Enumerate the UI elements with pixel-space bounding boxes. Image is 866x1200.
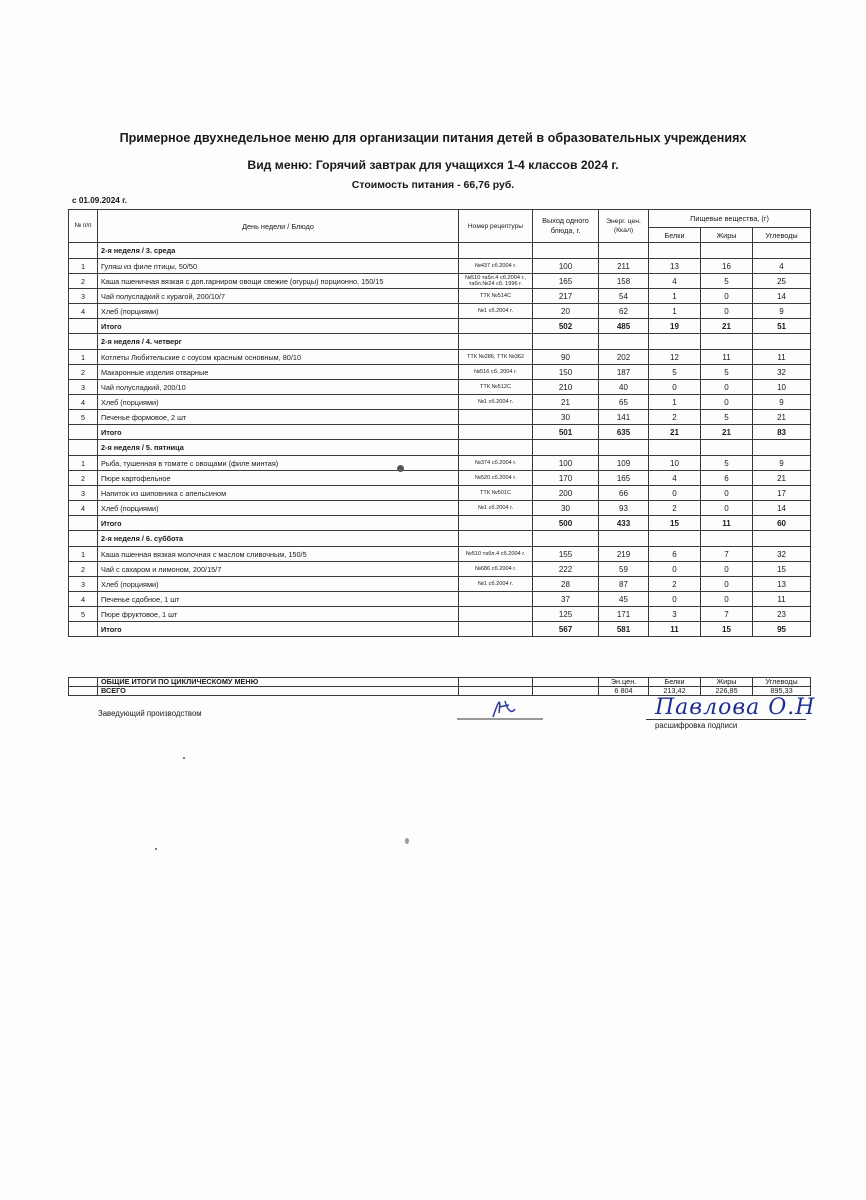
total-num-cell [69,425,98,440]
manager-signature [455,695,545,725]
total-c: 60 [753,516,811,531]
row-number: 1 [69,456,98,471]
header-fat: Жиры [701,228,753,243]
recipe-number: №1 сб.2004 г. [459,395,533,410]
day-empty-cell [649,243,701,259]
yield-value: 210 [533,380,599,395]
table-row [69,304,811,319]
dish-name: Пюре фруктовое, 1 шт [98,607,459,622]
day-empty-cell [533,334,599,350]
fat-value: 0 [701,380,753,395]
protein-value: 2 [649,577,701,592]
row-number: 1 [69,350,98,365]
carbs-value: 32 [753,365,811,380]
total-recipe-cell [459,425,533,440]
table-row [69,410,811,425]
summary-fat-value: 226,85 [701,687,753,696]
row-number: 5 [69,410,98,425]
yield-value: 30 [533,410,599,425]
protein-value: 13 [649,259,701,274]
day-num-cell [69,440,98,456]
day-title: 2-я неделя / 4. четверг [98,334,459,350]
energy-value: 165 [599,471,649,486]
table-row [69,607,811,622]
manager-position: Заведующий производством [98,709,202,718]
recipe-number [459,410,533,425]
row-number: 3 [69,289,98,304]
protein-value: 2 [649,501,701,516]
day-empty-cell [701,243,753,259]
row-number: 1 [69,547,98,562]
carbs-value: 15 [753,562,811,577]
fat-value: 16 [701,259,753,274]
total-row [69,319,811,334]
scan-speck [155,848,157,850]
carbs-value: 11 [753,350,811,365]
fat-value: 0 [701,304,753,319]
day-empty-cell [459,334,533,350]
protein-value: 1 [649,395,701,410]
energy-value: 62 [599,304,649,319]
summary-total-label: ВСЕГО [98,687,459,696]
energy-value: 171 [599,607,649,622]
protein-value: 2 [649,410,701,425]
dish-name: Печенье сдобное, 1 шт [98,592,459,607]
total-f: 21 [701,319,753,334]
yield-value: 30 [533,501,599,516]
total-energy: 433 [599,516,649,531]
total-yield: 502 [533,319,599,334]
day-title: 2-я неделя / 5. пятница [98,440,459,456]
summary-protein-value: 213,42 [649,687,701,696]
day-empty-cell [649,334,701,350]
day-empty-cell [701,531,753,547]
yield-value: 200 [533,486,599,501]
fat-value: 5 [701,410,753,425]
dish-name: Макаронные изделия отварные [98,365,459,380]
dish-name: Каша пшенная вязкая молочная с маслом сливочным, 150/5 [98,547,459,562]
row-number: 4 [69,304,98,319]
summary-cell-num [69,687,98,696]
total-f: 15 [701,622,753,637]
fat-value: 5 [701,274,753,289]
total-label: Итого [98,319,459,334]
day-title: 2-я неделя / 3. среда [98,243,459,259]
carbs-value: 14 [753,501,811,516]
total-row [69,622,811,637]
total-energy: 485 [599,319,649,334]
fat-value: 0 [701,289,753,304]
recipe-number: №520 сб.2004 г. [459,471,533,486]
total-yield: 500 [533,516,599,531]
summary-energy-value: 6 804 [599,687,649,696]
protein-value: 4 [649,274,701,289]
carbs-value: 11 [753,592,811,607]
energy-value: 66 [599,486,649,501]
summary-carbs-value: 895,33 [753,687,811,696]
row-number: 4 [69,592,98,607]
total-c: 51 [753,319,811,334]
row-number: 2 [69,365,98,380]
table-row [69,456,811,471]
recipe-number: №374 сб.2004 г. [459,456,533,471]
recipe-number: №1 сб.2004 г. [459,304,533,319]
dish-name: Рыба, тушенная в томате с овощами (филе минтая) [98,456,459,471]
table-row [69,471,811,486]
recipe-number: №510 табл.4 сб.2004 г. [459,547,533,562]
page-title: Примерное двухнедельное меню для организации питания детей в образовательных учреждениях [119,131,747,145]
yield-value: 28 [533,577,599,592]
day-empty-cell [753,243,811,259]
day-empty-cell [701,440,753,456]
fat-value: 0 [701,562,753,577]
carbs-value: 9 [753,456,811,471]
day-empty-cell [533,243,599,259]
yield-value: 100 [533,456,599,471]
day-empty-cell [459,531,533,547]
total-label: Итого [98,425,459,440]
protein-value: 6 [649,547,701,562]
table-row [69,365,811,380]
fat-value: 0 [701,395,753,410]
carbs-value: 17 [753,486,811,501]
protein-value: 0 [649,486,701,501]
dish-name: Напиток из шиповника с апельсином [98,486,459,501]
carbs-value: 14 [753,289,811,304]
total-p: 15 [649,516,701,531]
total-recipe-cell [459,622,533,637]
table-row [69,350,811,365]
carbs-value: 32 [753,547,811,562]
dish-name: Гуляш из филе птицы, 50/50 [98,259,459,274]
row-number: 2 [69,471,98,486]
yield-value: 125 [533,607,599,622]
energy-value: 40 [599,380,649,395]
row-number: 5 [69,607,98,622]
dish-name: Хлеб (порциями) [98,395,459,410]
energy-value: 187 [599,365,649,380]
fat-value: 6 [701,471,753,486]
summary-cell-num [69,678,98,687]
energy-value: 45 [599,592,649,607]
recipe-number [459,607,533,622]
yield-value: 165 [533,274,599,289]
fat-value: 0 [701,577,753,592]
day-empty-cell [459,243,533,259]
fat-value: 0 [701,501,753,516]
yield-value: 217 [533,289,599,304]
signature-name: Павлова О.Н [655,695,816,720]
carbs-value: 9 [753,395,811,410]
signature-caption: расшифровка подписи [655,721,738,730]
scan-speck [405,838,409,844]
summary-carbs-label: Углеводы [753,678,811,687]
recipe-number: №1 сб.2004 г. [459,577,533,592]
energy-value: 87 [599,577,649,592]
day-empty-cell [459,440,533,456]
yield-value: 222 [533,562,599,577]
fat-value: 7 [701,547,753,562]
total-row [69,516,811,531]
fat-value: 0 [701,592,753,607]
fat-value: 7 [701,607,753,622]
table-row [69,577,811,592]
total-yield: 501 [533,425,599,440]
recipe-number: №1 сб.2004 г. [459,501,533,516]
yield-value: 100 [533,259,599,274]
total-label: Итого [98,516,459,531]
header-dish: День недели / Блюдо [98,210,459,243]
recipe-number: №686 сб.2004 г. [459,562,533,577]
row-number: 3 [69,577,98,592]
header-carbs: Углеводы [753,228,811,243]
dish-name: Пюре картофельное [98,471,459,486]
carbs-value: 21 [753,471,811,486]
fat-value: 5 [701,456,753,471]
carbs-value: 4 [753,259,811,274]
day-empty-cell [599,531,649,547]
recipe-number: ТТК №512С [459,380,533,395]
yield-value: 150 [533,365,599,380]
yield-value: 37 [533,592,599,607]
total-p: 21 [649,425,701,440]
total-energy: 635 [599,425,649,440]
carbs-value: 23 [753,607,811,622]
recipe-number [459,592,533,607]
summary-table [68,677,811,696]
header-protein: Белки [649,228,701,243]
protein-value: 3 [649,607,701,622]
dish-name: Каша пшеничная вязкая с доп.гарниром овощи свежие (огурцы) порционно, 150/15 [98,274,459,289]
row-number: 2 [69,274,98,289]
recipe-number: ТТК №514С [459,289,533,304]
scan-speck [183,757,185,759]
scan-speck [397,465,404,472]
total-row [69,425,811,440]
table-row [69,592,811,607]
summary-protein-label: Белки [649,678,701,687]
total-c: 95 [753,622,811,637]
day-empty-cell [649,440,701,456]
day-empty-cell [753,334,811,350]
menu-table [68,209,811,637]
table-row [69,274,811,289]
table-row [69,289,811,304]
total-c: 83 [753,425,811,440]
row-number: 3 [69,380,98,395]
day-empty-cell [753,531,811,547]
total-energy: 581 [599,622,649,637]
dish-name: Хлеб (порциями) [98,304,459,319]
protein-value: 10 [649,456,701,471]
day-header-row [69,243,811,259]
yield-value: 90 [533,350,599,365]
recipe-number: ТТК №501С [459,486,533,501]
recipe-number: №437 сб.2004 г. [459,259,533,274]
row-number: 4 [69,395,98,410]
table-row [69,486,811,501]
energy-value: 93 [599,501,649,516]
total-p: 19 [649,319,701,334]
dish-name: Хлеб (порциями) [98,501,459,516]
energy-value: 59 [599,562,649,577]
total-num-cell [69,622,98,637]
fat-value: 0 [701,486,753,501]
energy-value: 202 [599,350,649,365]
total-yield: 567 [533,622,599,637]
day-empty-cell [701,334,753,350]
table-row [69,562,811,577]
energy-value: 211 [599,259,649,274]
day-empty-cell [599,440,649,456]
dish-name: Котлеты Любительские с соусом красным основным, 80/10 [98,350,459,365]
header-energy: Энерг. цен. (Ккал) [599,210,649,243]
total-f: 21 [701,425,753,440]
total-num-cell [69,319,98,334]
total-recipe-cell [459,319,533,334]
summary-fat-label: Жиры [701,678,753,687]
dish-name: Печенье формовое, 2 шт [98,410,459,425]
recipe-number: №516 сб. 2004 г. [459,365,533,380]
day-empty-cell [599,243,649,259]
protein-value: 5 [649,365,701,380]
protein-value: 4 [649,471,701,486]
row-number: 4 [69,501,98,516]
day-empty-cell [533,531,599,547]
table-row [69,501,811,516]
table-row [69,259,811,274]
header-recipe: Номер рецептуры [459,210,533,243]
day-num-cell [69,531,98,547]
protein-value: 1 [649,304,701,319]
energy-value: 65 [599,395,649,410]
row-number: 1 [69,259,98,274]
day-empty-cell [599,334,649,350]
dish-name: Хлеб (порциями) [98,577,459,592]
day-header-row [69,334,811,350]
protein-value: 12 [649,350,701,365]
carbs-value: 13 [753,577,811,592]
yield-value: 20 [533,304,599,319]
summary-energy-label: Эн.цен. [599,678,649,687]
table-row [69,380,811,395]
yield-value: 155 [533,547,599,562]
energy-value: 109 [599,456,649,471]
header-num: № п/п [69,210,98,243]
carbs-value: 10 [753,380,811,395]
total-f: 11 [701,516,753,531]
protein-value: 0 [649,380,701,395]
day-empty-cell [753,440,811,456]
protein-value: 0 [649,562,701,577]
day-title: 2-я неделя / 6. суббота [98,531,459,547]
day-num-cell [69,243,98,259]
caption-line [646,719,806,720]
carbs-value: 21 [753,410,811,425]
yield-value: 21 [533,395,599,410]
dish-name: Чай полусладкий, 200/10 [98,380,459,395]
total-num-cell [69,516,98,531]
start-date: с 01.09.2024 г. [72,196,127,205]
menu-type: Вид меню: Горячий завтрак для учащихся 1-4 классов 2024 г. [247,158,619,172]
day-header-row [69,440,811,456]
energy-value: 141 [599,410,649,425]
header-yield: Выход одного блюда, г. [533,210,599,243]
yield-value: 170 [533,471,599,486]
day-header-row [69,531,811,547]
recipe-number: №510 табл.4 сб.2004 г., табл.№24 сб. 1996 г. [459,274,533,289]
menu-cost: Стоимость питания - 66,76 руб. [351,179,515,191]
summary-cell-yield [533,678,599,687]
total-recipe-cell [459,516,533,531]
summary-label: ОБЩИЕ ИТОГИ ПО ЦИКЛИЧЕСКОМУ МЕНЮ [98,678,459,687]
carbs-value: 25 [753,274,811,289]
row-number: 3 [69,486,98,501]
row-number: 2 [69,562,98,577]
day-empty-cell [533,440,599,456]
table-row [69,547,811,562]
energy-value: 219 [599,547,649,562]
energy-value: 54 [599,289,649,304]
recipe-number: ТТК №286, ТТК №362 [459,350,533,365]
fat-value: 5 [701,365,753,380]
fat-value: 11 [701,350,753,365]
energy-value: 158 [599,274,649,289]
dish-name: Чай с сахаром и лимоном, 200/15/7 [98,562,459,577]
day-empty-cell [649,531,701,547]
table-row [69,395,811,410]
total-p: 11 [649,622,701,637]
day-num-cell [69,334,98,350]
protein-value: 0 [649,592,701,607]
summary-cell-recipe [459,678,533,687]
dish-name: Чай полусладкий с курагой, 200/10/7 [98,289,459,304]
header-nutrients: Пищевые вещества, (г) [649,210,811,228]
protein-value: 1 [649,289,701,304]
total-label: Итого [98,622,459,637]
carbs-value: 9 [753,304,811,319]
